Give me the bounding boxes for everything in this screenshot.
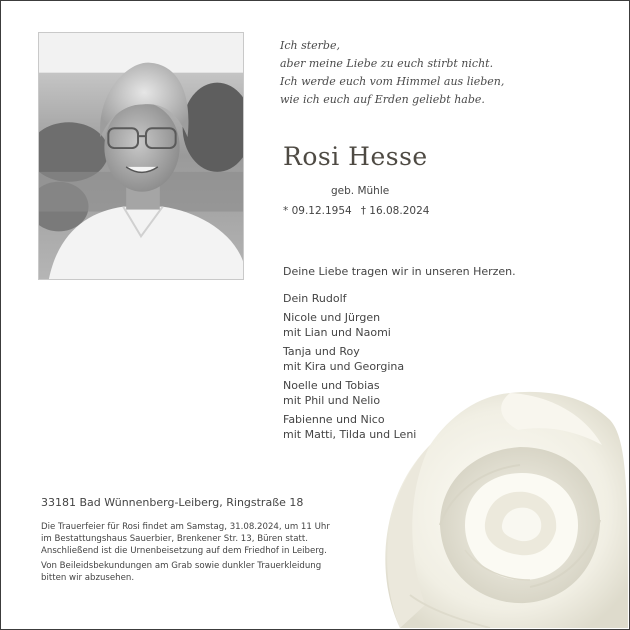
info-line: Anschließend ist die Urnenbeisetzung auf dem Friedhof in Leiberg. <box>41 546 327 556</box>
maiden-name: geb. Mühle <box>331 185 390 197</box>
address: 33181 Bad Wünnenberg-Leiberg, Ringstraße 18 <box>41 496 304 509</box>
info-line: im Bestattungshaus Sauerbier, Brenkener Str. 13, Büren statt. <box>41 534 308 544</box>
family-group <box>283 310 416 340</box>
birth-date: * 09.12.1954 <box>283 205 352 217</box>
info-line: bitten wir abzusehen. <box>41 573 135 583</box>
poem-line: Ich sterbe, <box>280 39 340 52</box>
family-line: mit Matti, Tilda und Leni <box>283 428 417 441</box>
family-line: Fabienne und Nico <box>283 413 385 426</box>
death-date: † 16.08.2024 <box>360 205 430 217</box>
deceased-name: Rosi Hesse <box>283 142 428 171</box>
tagline: Deine Liebe tragen wir in unseren Herzen. <box>283 265 516 278</box>
family-line: Noelle und Tobias <box>283 379 380 392</box>
info-line: Die Trauerfeier für Rosi findet am Samstag, 31.08.2024, um 11 Uhr <box>41 522 330 532</box>
family-line: Nicole und Jürgen <box>283 311 381 324</box>
family-group <box>283 291 416 306</box>
ceremony-info <box>41 521 371 584</box>
family-line: mit Phil und Nelio <box>283 394 381 407</box>
family-line: Dein Rudolf <box>283 292 347 305</box>
white-rose-image <box>370 375 628 628</box>
poem-line: aber meine Liebe zu euch stirbt nicht. <box>280 57 494 70</box>
family-group <box>283 344 416 374</box>
portrait-photo <box>38 32 244 280</box>
life-dates <box>283 205 429 217</box>
poem-line: wie ich euch auf Erden geliebt habe. <box>280 93 485 106</box>
family-line: mit Lian und Naomi <box>283 326 391 339</box>
info-line: Von Beileidsbekundungen am Grab sowie dunkler Trauerkleidung <box>41 561 322 571</box>
family-line: Tanja und Roy <box>283 345 360 358</box>
poem <box>280 37 600 109</box>
family-line: mit Kira und Georgina <box>283 360 405 373</box>
poem-line: Ich werde euch vom Himmel aus lieben, <box>280 75 505 88</box>
